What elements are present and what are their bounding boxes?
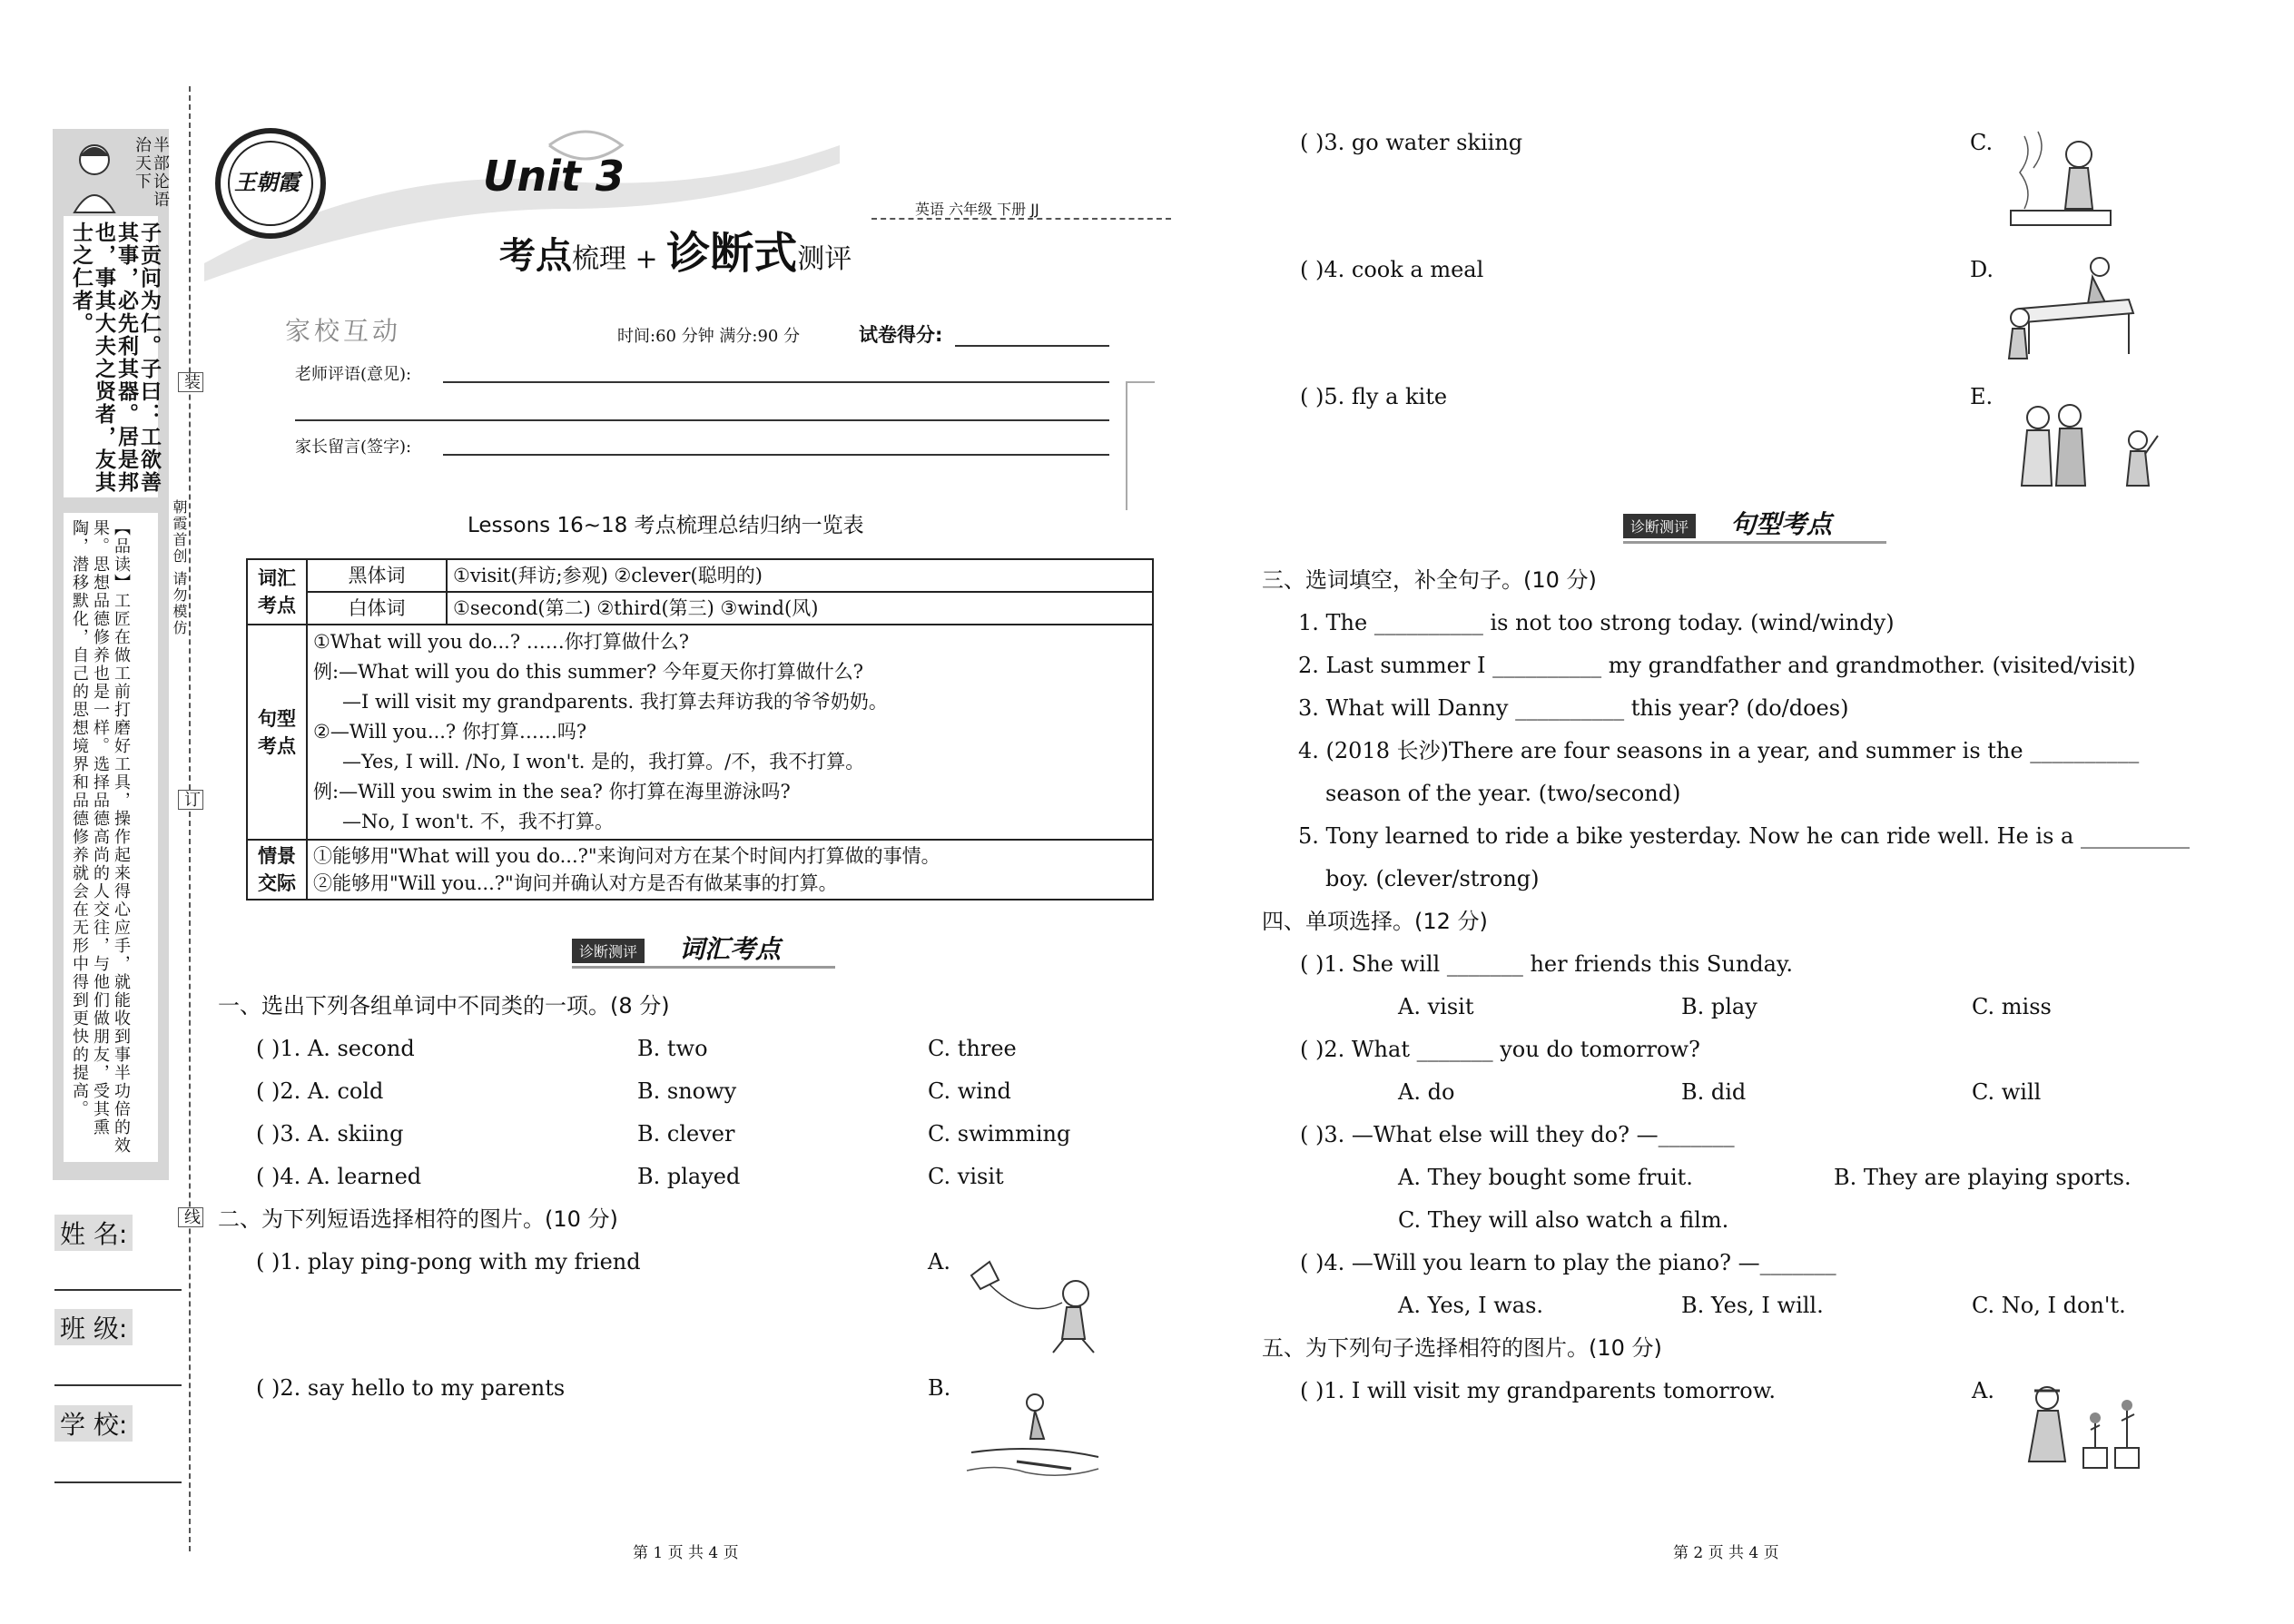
part1-q3-c: C. swimming xyxy=(928,1121,1071,1147)
name-line[interactable] xyxy=(54,1289,182,1291)
situation-cell xyxy=(307,840,1153,900)
time-info: 时间:60 分钟 满分:90 分 xyxy=(617,327,801,346)
part1-q2-c: C. wind xyxy=(928,1078,1011,1104)
fold-mark-2: 订 xyxy=(178,790,203,810)
bold-label-cell xyxy=(307,559,447,592)
sentence-section-tag xyxy=(1623,510,1895,541)
table-row xyxy=(247,625,1153,840)
teacher-comment-line-1[interactable] xyxy=(443,381,1109,383)
pattern-line: ②—Will you...? 你打算……吗? xyxy=(313,721,587,743)
part3-line: season of the year. (two/second) xyxy=(1325,781,1681,806)
situation-line: ②能够用"Will you...?"询问并确认对方是否有做某事的打算。 xyxy=(313,872,838,894)
pattern-label: 句型考点 xyxy=(258,706,296,757)
pattern-line: 例:—Will you swim in the sea? 你打算在海里游泳吗? xyxy=(313,781,791,802)
part1-q4[interactable]: ( )4. A. learned xyxy=(256,1164,422,1189)
part4-q3-a: A. They bought some fruit. xyxy=(1398,1165,1693,1190)
part4-q1-c: C. miss xyxy=(1972,994,2052,1019)
part4-q3-c: C. They will also watch a film. xyxy=(1398,1207,1729,1233)
part5-q1[interactable]: ( )1. I will visit my grandparents tomorrow. xyxy=(1300,1378,1777,1403)
school-label: 学 校: xyxy=(54,1405,133,1442)
part2-q4-opt: D. xyxy=(1970,257,1994,282)
part3-line[interactable]: 2. Last summer I __________ my grandfather and grandmother. (visited/visit) xyxy=(1298,653,2136,678)
part4-q3-b: B. They are playing sports. xyxy=(1834,1165,2132,1190)
part3-line[interactable]: 1. The __________ is not too strong today. (wind/windy) xyxy=(1298,610,1895,635)
title-kaodian: 考点 xyxy=(499,234,572,277)
score-label: 试卷得分: xyxy=(859,324,943,346)
part4-q1[interactable]: ( )1. She will _______ her friends this Sunday. xyxy=(1300,951,1793,977)
home-school-label: 家校互动 xyxy=(285,316,402,346)
tag-small-label: 诊断测评 xyxy=(1623,514,1696,538)
part1-title: 一、选出下列各组单词中不同类的一项。(8 分) xyxy=(218,993,670,1019)
part4-q1-b: B. play xyxy=(1681,994,1757,1019)
teacher-comment-line-2[interactable] xyxy=(295,419,1109,421)
vocab-label: 词汇考点 xyxy=(258,566,296,616)
part4-q4-c: C. No, I don't. xyxy=(1972,1293,2126,1318)
grade-meta: 英语 六年级 下册 JJ xyxy=(915,201,1039,218)
part4-q4-b: B. Yes, I will. xyxy=(1681,1293,1824,1318)
part2-q5-opt: E. xyxy=(1970,384,1994,409)
ping-pong-image xyxy=(2002,254,2138,368)
part1-q3-b: B. clever xyxy=(637,1121,735,1147)
sidebar-pindu: 【品读】工匠在做工前打磨好工具，操作起来得心应手，就能收到事半功倍的效果。思想品德修养也是一样。选择品德高尚的人交往，与他们做朋友，受其熏陶，潜移默化，自己的思想境界和品德修养就会在无形中得到更快的提高。 xyxy=(70,519,131,1155)
tag-big-label: 句型考点 xyxy=(1730,509,1833,539)
white-words: ①second(第二) ②third(第三) ③wind(风) xyxy=(453,597,819,619)
fold-mark-3: 线 xyxy=(178,1207,203,1227)
part1-q1-c: C. three xyxy=(928,1036,1017,1061)
footer-page1: 第 1 页 共 4 页 xyxy=(633,1544,739,1562)
meta-dashline xyxy=(871,218,1171,220)
pattern-line: —I will visit my grandparents. 我打算去拜访我的爷爷奶奶。 xyxy=(342,691,888,713)
situation-label-cell xyxy=(247,840,307,900)
part4-q2[interactable]: ( )2. What _______ you do tomorrow? xyxy=(1300,1037,1700,1062)
part3-line[interactable]: 4. (2018 长沙)There are four seasons in a year, and summer is the __________ xyxy=(1298,738,2140,763)
grandparents-garden-image xyxy=(2011,1380,2147,1480)
part2-q2-opt: B. xyxy=(928,1375,951,1401)
part4-q4[interactable]: ( )4. —Will you learn to play the piano? —_______ xyxy=(1300,1250,1836,1275)
score-line[interactable] xyxy=(955,345,1109,347)
situation-label: 情景交际 xyxy=(258,844,296,894)
water-skiing-image xyxy=(962,1389,1108,1480)
tag-underline xyxy=(1623,541,1886,544)
part2-q3[interactable]: ( )3. go water skiing xyxy=(1300,130,1523,155)
part1-q3[interactable]: ( )3. A. skiing xyxy=(256,1121,404,1147)
tag-small-label: 诊断测评 xyxy=(572,939,645,963)
part2-q5[interactable]: ( )5. fly a kite xyxy=(1300,384,1448,409)
class-label: 班 级: xyxy=(54,1309,133,1345)
cook-meal-image xyxy=(2006,127,2115,231)
part5-q1-opt: A. xyxy=(1972,1378,1994,1403)
fold-note: 朝霞首创 请勿模仿 xyxy=(171,499,188,637)
sidebar-portrait xyxy=(58,133,131,214)
part3-line: boy. (clever/strong) xyxy=(1325,866,1540,891)
part4-q4-a: A. Yes, I was. xyxy=(1398,1293,1544,1318)
logo-text: 王朝霞 xyxy=(234,169,300,195)
unit-title: Unit 3 xyxy=(483,152,625,201)
part5-title: 五、为下列句子选择相符的图片。(10 分) xyxy=(1262,1335,1662,1361)
part2-q4[interactable]: ( )4. cook a meal xyxy=(1300,257,1484,282)
footer-page2: 第 2 页 共 4 页 xyxy=(1673,1544,1779,1562)
part1-q2-b: B. snowy xyxy=(637,1078,737,1104)
part3-line[interactable]: 5. Tony learned to ride a bike yesterday. Now he can ride well. He is a __________ xyxy=(1298,823,2190,849)
say-hello-image xyxy=(2002,399,2165,490)
table-row xyxy=(247,592,1153,625)
bold-words-cell xyxy=(447,559,1153,592)
summary-table xyxy=(246,558,1154,901)
header-frame-lines xyxy=(1126,381,1155,510)
part4-q2-a: A. do xyxy=(1398,1079,1455,1105)
pattern-label-cell xyxy=(247,625,307,840)
part2-q1-opt: A. xyxy=(928,1249,950,1275)
bold-label: 黑体词 xyxy=(348,565,406,586)
part1-q2[interactable]: ( )2. A. cold xyxy=(256,1078,384,1104)
pattern-line: —No, I won't. 不，我不打算。 xyxy=(342,811,615,832)
part4-q2-b: B. did xyxy=(1681,1079,1747,1105)
parent-comment-label: 家长留言(签字): xyxy=(295,438,412,457)
title-ceping: 测评 xyxy=(797,243,852,275)
school-line[interactable] xyxy=(54,1481,182,1483)
pattern-cell xyxy=(307,625,1153,840)
vocab-label-cell xyxy=(247,559,307,625)
tag-underline xyxy=(572,966,835,969)
part3-line[interactable]: 3. What will Danny __________ this year? (do/does) xyxy=(1298,695,1849,721)
sidebar-top-label: 半部论语治天下 xyxy=(133,136,170,209)
teacher-comment-label: 老师评语(意见): xyxy=(295,365,412,384)
fold-mark-1: 装 xyxy=(178,372,203,392)
part2-q3-opt: C. xyxy=(1970,130,1994,155)
part4-q1-a: A. visit xyxy=(1398,994,1474,1019)
title-shuli: 梳理 + xyxy=(572,243,667,275)
table-row xyxy=(247,559,1153,592)
pattern-line: —Yes, I will. /No, I won't. 是的，我打算。/不，我不打算。 xyxy=(342,751,865,773)
white-label: 白体词 xyxy=(348,597,406,619)
part4-title: 四、单项选择。(12 分) xyxy=(1262,909,1488,934)
pattern-line: ①What will you do...? ……你打算做什么? xyxy=(313,631,690,653)
part3-title: 三、选词填空，补全句子。(10 分) xyxy=(1262,567,1597,593)
pattern-line: 例:—What will you do this summer? 今年夏天你打算做什么? xyxy=(313,661,864,683)
part4-q3[interactable]: ( )3. —What else will they do? —_______ xyxy=(1300,1122,1735,1147)
part4-q2-c: C. will xyxy=(1972,1079,2042,1105)
white-words-cell xyxy=(447,592,1153,625)
part1-q1-b: B. two xyxy=(637,1036,708,1061)
parent-comment-line[interactable] xyxy=(443,454,1109,456)
kite-boy-image xyxy=(962,1257,1108,1357)
sidebar-quote: 子贡问为仁。子曰：工欲善其事，必先利其器。居是邦也，事其大夫之贤者，友其士之仁者。 xyxy=(69,221,161,494)
title-zhenduanshi: 诊断式 xyxy=(666,228,798,279)
summary-title: Lessons 16~18 考点梳理总结归纳一览表 xyxy=(468,514,864,537)
part1-q4-c: C. visit xyxy=(928,1164,1004,1189)
tag-big-label: 词汇考点 xyxy=(679,934,782,964)
situation-line: ①能够用"What will you do...?"来询问对方在某个时间内打算做的事情。 xyxy=(313,845,940,867)
part2-q2[interactable]: ( )2. say hello to my parents xyxy=(256,1375,566,1401)
part2-q1[interactable]: ( )1. play ping-pong with my friend xyxy=(256,1249,641,1275)
table-row xyxy=(247,840,1153,900)
part2-title: 二、为下列短语选择相符的图片。(10 分) xyxy=(218,1206,618,1232)
bold-words: ①visit(拜访;参观) ②clever(聪明的) xyxy=(453,565,763,586)
page-title xyxy=(499,218,852,281)
white-label-cell xyxy=(307,592,447,625)
fold-line xyxy=(189,86,191,1551)
name-label: 姓 名: xyxy=(54,1215,133,1251)
class-line[interactable] xyxy=(54,1384,182,1386)
part1-q4-b: B. played xyxy=(637,1164,741,1189)
vocab-section-tag xyxy=(572,935,844,966)
part1-q1[interactable]: ( )1. A. second xyxy=(256,1036,415,1061)
